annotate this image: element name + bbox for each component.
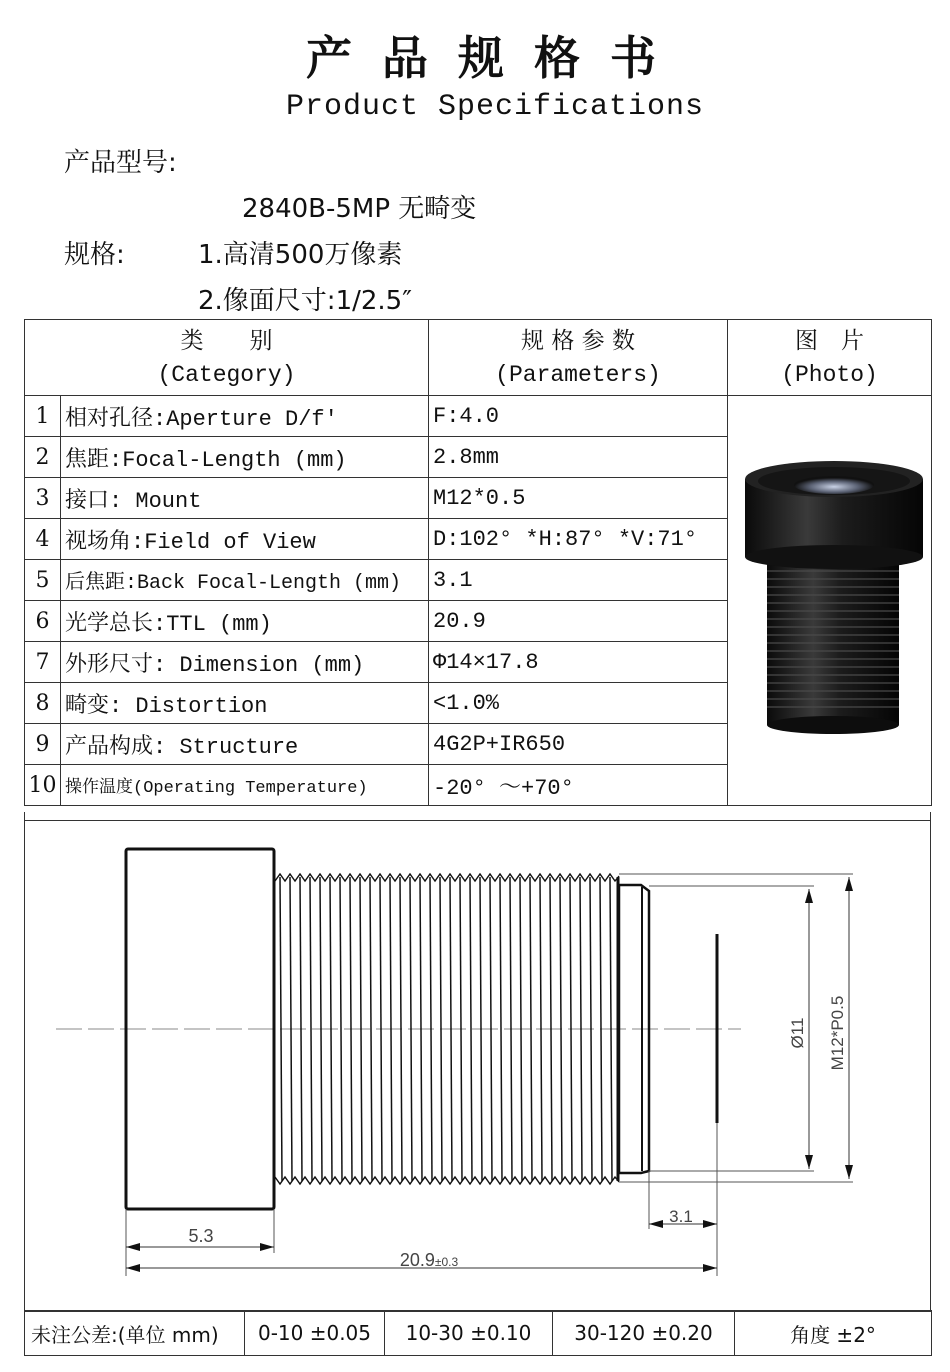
- lens-photo: [735, 453, 925, 743]
- technical-drawing: [24, 820, 931, 1312]
- header-photo-cn: 图 片: [795, 327, 864, 354]
- row-category: 相对孔径:Aperture D/f′: [61, 396, 429, 437]
- header-category-en: (Category): [157, 361, 296, 388]
- dim-head-length-label: 5.3: [188, 1226, 214, 1246]
- row-number: 1: [25, 396, 61, 437]
- tolerance-table: [24, 1310, 932, 1356]
- header-category-cn: 类 别: [180, 327, 273, 354]
- row-value: F:4.0: [429, 396, 728, 437]
- row-number: 9: [25, 724, 61, 765]
- spec-label: 规格:: [64, 240, 125, 270]
- row-value: <1.0%: [429, 683, 728, 724]
- row-number: 3: [25, 478, 61, 519]
- row-value: 4G2P+IR650: [429, 724, 728, 765]
- header-photo: [728, 320, 932, 396]
- row-number: 10: [25, 765, 61, 806]
- row-category: 光学总长:TTL (mm): [61, 601, 429, 642]
- row-category: 外形尺寸: Dimension (mm): [61, 642, 429, 683]
- table-row: [25, 396, 932, 437]
- tolerance-range-1: 0-10 ±0.05: [245, 1311, 385, 1356]
- row-category: 接口: Mount: [61, 478, 429, 519]
- row-category: 操作温度(Operating Temperature): [61, 765, 429, 806]
- header-category: [25, 320, 429, 396]
- header-parameters-cn: 规 格 参 数: [521, 327, 635, 354]
- header-parameters: [429, 320, 728, 396]
- table-header-row: [25, 320, 932, 396]
- row-number: 6: [25, 601, 61, 642]
- tolerance-range-2: 10-30 ±0.10: [385, 1311, 553, 1356]
- document-title-cn: 产品规格书: [306, 31, 686, 85]
- tolerance-angle: 角度 ±2°: [735, 1311, 932, 1356]
- spec-item-2: 2.像面尺寸:1/2.5″: [198, 286, 412, 316]
- header-parameters-en: (Parameters): [495, 361, 661, 388]
- tolerance-row: [25, 1311, 932, 1356]
- row-value: M12*0.5: [429, 478, 728, 519]
- row-number: 2: [25, 437, 61, 478]
- model-label: 产品型号:: [64, 148, 177, 178]
- model-value: 2840B-5MP 无畸变: [242, 194, 477, 224]
- tolerance-label: 未注公差:(单位 mm): [25, 1311, 245, 1356]
- row-value: 2.8mm: [429, 437, 728, 478]
- lens-dimension-drawing: [25, 821, 930, 1311]
- dim-inner-diameter-label: Ø11: [788, 1017, 807, 1049]
- row-value: Φ14×17.8: [429, 642, 728, 683]
- dim-back-focal-label: 3.1: [669, 1207, 693, 1226]
- row-value: D:102° *H:87° *V:71°: [429, 519, 728, 560]
- row-value: 20.9: [429, 601, 728, 642]
- row-value: -20° ～+70°: [429, 765, 728, 806]
- row-category: 畸变: Distortion: [61, 683, 429, 724]
- lens-photo-cell: [728, 396, 932, 806]
- dim-total-length-label: 20.9±0.3: [399, 1250, 459, 1270]
- document-title-en: Product Specifications: [285, 90, 705, 124]
- row-number: 7: [25, 642, 61, 683]
- spec-item-1: 1.高清500万像素: [198, 240, 403, 270]
- row-value: 3.1: [429, 560, 728, 601]
- header-photo-en: (Photo): [781, 361, 878, 388]
- dim-thread-label: M12*P0.5: [828, 995, 847, 1071]
- row-number: 5: [25, 560, 61, 601]
- row-number: 4: [25, 519, 61, 560]
- spec-table: [24, 319, 932, 806]
- row-category: 后焦距:Back Focal-Length (mm): [61, 560, 429, 601]
- row-category: 视场角:Field of View: [61, 519, 429, 560]
- row-category: 产品构成: Structure: [61, 724, 429, 765]
- row-category: 焦距:Focal-Length (mm): [61, 437, 429, 478]
- row-number: 8: [25, 683, 61, 724]
- tolerance-range-3: 30-120 ±0.20: [553, 1311, 735, 1356]
